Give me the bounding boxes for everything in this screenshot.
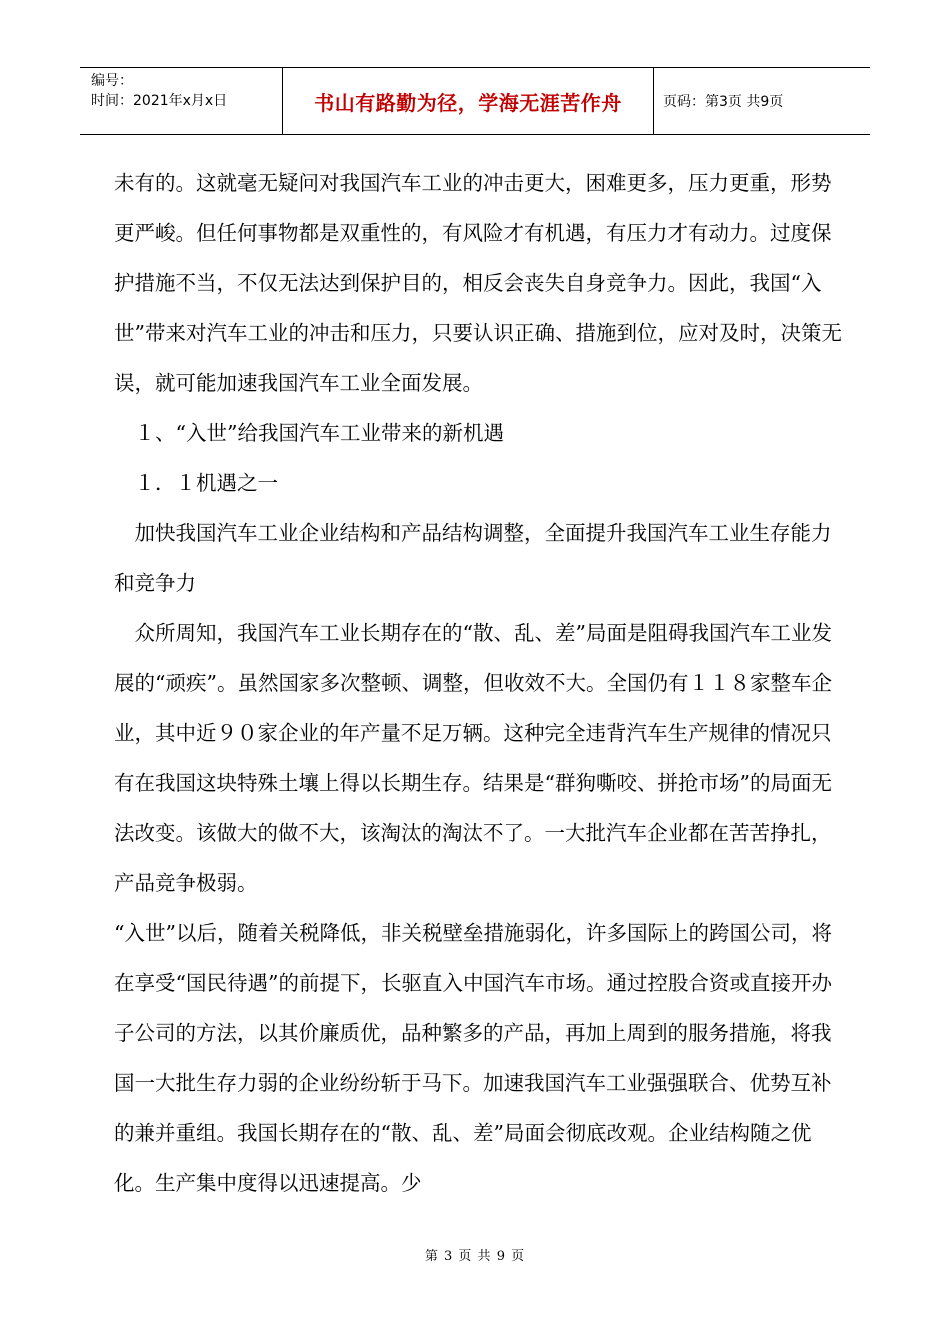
paragraph: 未有的。这就毫无疑问对我国汽车工业的冲击更大，困难更多，压力更重，形势更严峻。但任何事物都是双重性的，有风险才有机遇，有压力才有动力。过度保护措施不当，不仅无法达到保护目的，相反会丧失自身竞争力。因此，我国“入世”带来对汽车工业的冲击和压力，只要认识正确、措施到位，应对及时，决策无误，就可能加速我国汽车工业全面发展。 xyxy=(114,171,842,395)
time-label: 时间：2021年x月x日 xyxy=(91,93,228,109)
header-motto: 书山有路勤为径，学海无涯苦作舟 xyxy=(282,68,654,134)
paragraph: “入世”以后，随着关税降低，非关税壁垒措施弱化，许多国际上的跨国公司，将在享受“国民待遇”的前提下，长驱直入中国汽车市场。通过控股合资或直接开办子公司的方法，以其价廉质优，品种繁多的产品，再加上周到的服务措施，将我国一大批生存力弱的企业纷纷斩于马下。加速我国汽车工业强强联合、优势互补的兼并重组。我国长期存在的“散、乱、差”局面会彻底改观。企业结构随之优化。生产集中度得以迅速提高。少 xyxy=(114,921,832,1195)
page-footer: 第 3 页 共 9 页 xyxy=(424,1249,526,1264)
section-heading: １、“入世”给我国汽车工业带来的新机遇 xyxy=(114,421,504,445)
page-header xyxy=(80,67,870,135)
paragraph: 众所周知，我国汽车工业长期存在的“散、乱、差”局面是阻碍我国汽车工业发展的“顽疾”。虽然国家多次整顿、调整，但收效不大。全国仍有１１８家整车企业，其中近９０家企业的年产量不足万辆。这种完全违背汽车生产规律的情况只有在我国这块特殊土壤上得以长期生存。结果是“群狗嘶咬、拼抢市场”的局面无法改变。该做大的做不大，该淘汰的淘汰不了。一大批汽车企业都在苦苦挣扎，产品竞争极弱。 xyxy=(114,621,832,895)
header-page-code: 页码：第3页 共9页 xyxy=(663,94,784,110)
paragraph: 加快我国汽车工业企业结构和产品结构调整，全面提升我国汽车工业生存能力和竞争力 xyxy=(114,521,832,595)
header-meta xyxy=(80,68,282,134)
serial-number-label: 编号： xyxy=(91,73,133,89)
subsection-heading: １．１机遇之一 xyxy=(114,471,278,495)
document-body xyxy=(114,158,842,1208)
